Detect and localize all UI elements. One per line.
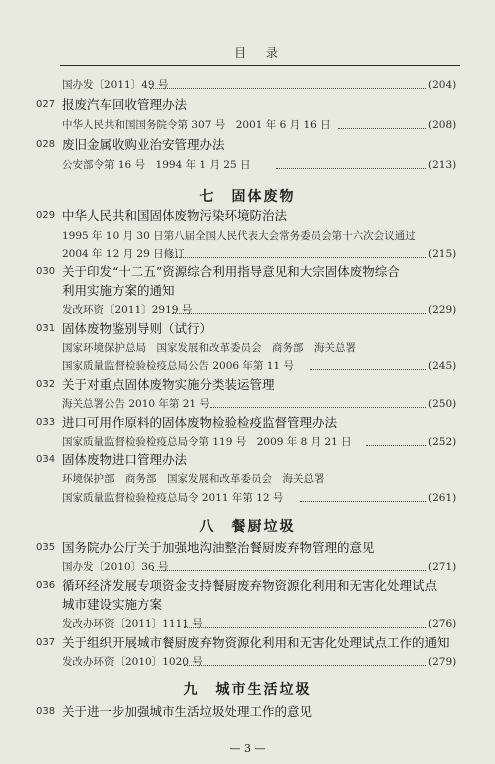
entry-title-text: 固体废物进口管理办法	[62, 452, 188, 467]
entry-source-text: 中华人民共和国国务院令第 307 号 2001 年 6 月 16 日	[62, 119, 331, 131]
toc-entry-title	[0, 414, 495, 434]
dot-leader	[338, 128, 426, 129]
entry-page-number: (261)	[428, 492, 457, 504]
toc-entry-source	[0, 301, 495, 321]
toc-entry-title	[0, 703, 495, 723]
entry-page-number: (250)	[428, 398, 457, 410]
entry-source-text: 国家质量监督检验检疫总局令 2011 年第 12 号	[62, 492, 284, 504]
toc-entry-title	[0, 136, 495, 156]
entry-title-text: 废旧金属收购业治安管理办法	[62, 137, 225, 152]
toc-entry-source	[0, 395, 495, 415]
entry-page-number: (208)	[428, 119, 457, 131]
toc-entry-title	[0, 596, 495, 616]
entry-title-text: 中华人民共和国固体废物污染环境防治法	[62, 208, 288, 223]
toc-entry-title	[0, 263, 495, 283]
entry-title-text: 城市建设实施方案	[62, 597, 163, 612]
dot-leader	[310, 369, 426, 370]
entry-number: 027	[36, 99, 56, 110]
section-heading: 九 城市生活垃圾	[183, 682, 312, 698]
toc-entry-title	[0, 207, 495, 227]
entry-page-number: (279)	[428, 656, 457, 668]
toc-entry-title	[0, 451, 495, 471]
entry-number: 028	[36, 139, 56, 150]
toc-entry-title	[0, 282, 495, 302]
entry-page-number: (229)	[428, 304, 457, 316]
entry-page-number: (252)	[428, 436, 457, 448]
entry-number: 038	[36, 706, 56, 717]
toc-entry-source	[0, 76, 495, 96]
toc-entry-source	[0, 245, 495, 265]
toc-entry-source	[0, 470, 495, 490]
toc-entry-source	[0, 558, 495, 578]
toc-entry-source	[0, 339, 495, 359]
dot-leader	[210, 407, 426, 408]
dot-leader	[184, 665, 426, 666]
entry-number: 030	[36, 266, 56, 277]
toc-entry-source	[0, 156, 495, 176]
toc-entry-title	[0, 320, 495, 340]
entry-source-text: 国办发〔2010〕36 号	[62, 561, 169, 573]
entry-title-text: 进口可用作原料的固体废物检验检疫监督管理办法	[62, 415, 338, 430]
entry-source-text: 1995 年 10 月 30 日第八届全国人民代表大会常务委员会第十六次会议通过	[62, 230, 416, 242]
entry-source-text: 发改办环资〔2010〕1020 号	[62, 656, 203, 668]
entry-title-text: 关于印发“十二五”资源综合利用指导意见和大宗固体废物综合	[62, 264, 400, 279]
entry-title-text: 循环经济发展专项资金支持餐厨废弃物资源化利用和无害化处理试点	[62, 578, 438, 593]
entry-source-text: 国家环境保护总局 国家发展和改革委员会 商务部 海关总署	[62, 342, 356, 354]
entry-title-text: 关于进一步加强城市生活垃圾处理工作的意见	[62, 704, 313, 719]
entry-source-text: 公安部令第 16 号 1994 年 1 月 25 日	[62, 159, 251, 171]
entry-title-text: 关于对重点固体废物实施分类装运管理	[62, 377, 275, 392]
entry-source-text: 发改办环资〔2011〕1111 号	[62, 618, 203, 630]
toc-entry-title	[0, 376, 495, 396]
entry-source-text: 环境保护部 商务部 国家发展和改革委员会 海关总署	[62, 473, 325, 485]
toc-entry-title	[0, 577, 495, 597]
toc-entry-source	[0, 653, 495, 673]
entry-title-text: 报废汽车回收管理办法	[62, 97, 188, 112]
entry-number: 037	[36, 637, 56, 648]
entry-title-text: 关于组织开展城市餐厨废弃物资源化利用和无害化处理试点工作的通知	[62, 635, 450, 650]
dot-leader	[150, 88, 426, 89]
toc-entry-source	[0, 116, 495, 136]
entry-number: 034	[36, 454, 56, 465]
entry-source-text: 国家质量监督检验检疫总局令第 119 号 2009 年 8 月 21 日	[62, 436, 352, 448]
dot-leader	[366, 445, 426, 446]
dot-leader	[170, 257, 426, 258]
dot-leader	[172, 313, 426, 314]
toc-entry-title	[0, 539, 495, 559]
entry-number: 033	[36, 417, 56, 428]
toc-entry-source	[0, 357, 495, 377]
entry-title-text: 利用实施方案的通知	[62, 283, 175, 298]
entry-number: 032	[36, 379, 56, 390]
toc-entry-source	[0, 433, 495, 453]
toc-entry-title	[0, 96, 495, 116]
dot-leader	[184, 627, 426, 628]
dot-leader	[152, 570, 426, 571]
entry-source-text: 发改环资〔2011〕2919 号	[62, 304, 193, 316]
entry-source-text: 2004 年 12 月 29 日修订	[62, 248, 185, 260]
entry-page-number: (213)	[428, 159, 457, 171]
entry-number: 031	[36, 323, 56, 334]
entry-source-text: 国办发〔2011〕49 号	[62, 79, 169, 91]
header-title: 目 录	[234, 46, 286, 60]
entry-title-text: 固体废物鉴别导则（试行）	[62, 321, 213, 336]
entry-number: 036	[36, 580, 56, 591]
entry-number: 029	[36, 210, 56, 221]
page-number: — 3 —	[229, 742, 266, 755]
toc-entry-title	[0, 634, 495, 654]
dot-leader	[300, 501, 426, 502]
entry-title-text: 国务院办公厅关于加强地沟油整治餐厨废弃物管理的意见	[62, 540, 375, 555]
entry-page-number: (245)	[428, 360, 457, 372]
entry-page-number: (271)	[428, 561, 457, 573]
entry-page-number: (204)	[428, 79, 457, 91]
entry-number: 035	[36, 542, 56, 553]
section-heading: 七 固体废物	[199, 189, 296, 205]
entry-page-number: (276)	[428, 618, 457, 630]
dot-leader	[276, 168, 426, 169]
toc-entry-source	[0, 615, 495, 635]
toc-entry-source	[0, 489, 495, 509]
entry-page-number: (215)	[428, 248, 457, 260]
section-heading: 八 餐厨垃圾	[199, 519, 296, 535]
entry-source-text: 国家质量监督检验检疫总局公告 2006 年第 11 号	[62, 360, 294, 372]
toc-entry-source	[0, 227, 495, 247]
entry-source-text: 海关总署公告 2010 年第 21 号	[62, 398, 210, 410]
